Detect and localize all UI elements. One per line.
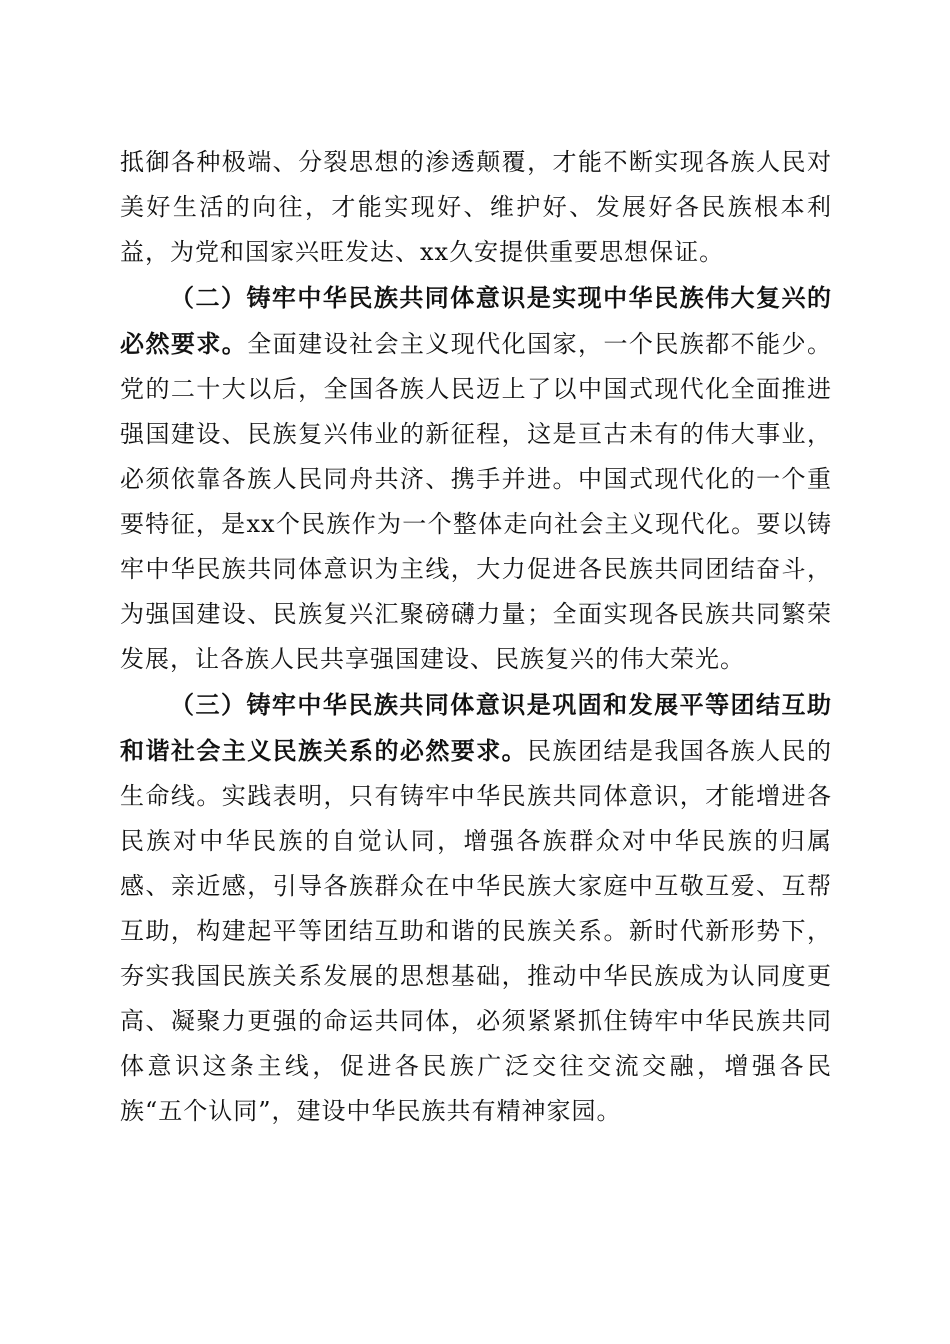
paragraph-text: 全面建设社会主义现代化国家，一个民族都不能少。党的二十大以后，全国各族人民迈上了以中国式现代化全面推进强国建设、民族复兴伟业的新征程，这是亘古未有的伟大事业，必须依靠各族人民同舟共济、携手并进。中国式现代化的一个重要特征，是xx个民族作为一个整体走向社会主义现代化。要以铸牢中华民族共同体意识为主线，大力促进各民族共同团结奋斗，为强国建设、民族复兴汇聚磅礴力量；全面实现各民族共同繁荣发展，让各族人民共享强国建设、民族复兴的伟大荣光。 [120, 330, 833, 673]
document-body [120, 140, 832, 1134]
paragraph-text: 民族团结是我国各族人民的生命线。实践表明，只有铸牢中华民族共同体意识，才能增进各民族对中华民族的自觉认同，增强各族群众对中华民族的归属感、亲近感，引导各族群众在中华民族大家庭中互敬互爱、互帮互助，构建起平等团结互助和谐的民族关系。新时代新形势下，夯实我国民族关系发展的思想基础，推动中华民族成为认同度更高、凝聚力更强的命运共同体，必须紧紧抓住铸牢中华民族共同体意识这条主线，促进各民族广泛交往交流交融，增强各民族“五个认同”，建设中华民族共有精神家园。 [120, 737, 833, 1125]
section-heading-two: （二）铸牢中华民族共同体意识是实现中华民族伟大复兴的必然要求。 [120, 283, 832, 358]
paragraph-section-two [120, 275, 832, 682]
paragraph-section-three [120, 682, 832, 1134]
paragraph-continuation [120, 140, 832, 275]
paragraph-text: 抵御各种极端、分裂思想的渗透颠覆，才能不断实现各族人民对美好生活的向往，才能实现好、维护好、发展好各民族根本利益，为党和国家兴旺发达、xx久安提供重要思想保证。 [120, 148, 832, 266]
section-heading-three: （三）铸牢中华民族共同体意识是巩固和发展平等团结互助和谐社会主义民族关系的必然要求。 [120, 690, 832, 765]
